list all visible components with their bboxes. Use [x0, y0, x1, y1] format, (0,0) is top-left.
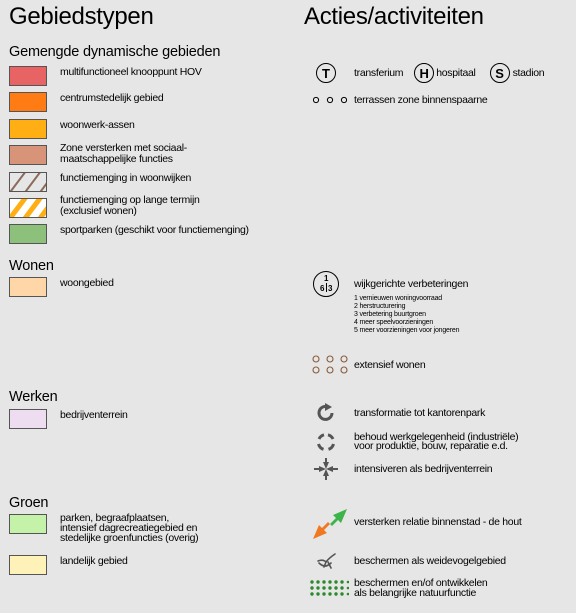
hospitaal-icon — [414, 63, 434, 83]
transferium-letter: T — [322, 65, 330, 81]
bird-icon — [313, 551, 339, 571]
legend-label: bedrijventerrein — [60, 409, 128, 421]
legend-swatch — [9, 409, 47, 429]
wijk-label: wijkgerichte verbeteringen — [354, 278, 469, 290]
intensiveren-label: intensiveren als bedrijventerrein — [354, 462, 493, 475]
hospitaal-letter: H — [419, 65, 429, 81]
wijk-subitem: 2 herstructurering — [354, 302, 406, 310]
legend-swatch — [9, 119, 47, 139]
terras-dots-icon — [313, 96, 347, 104]
legend-label: centrumstedelijk gebied — [60, 92, 164, 104]
transformatie-label: transformatie tot kantorenpark — [354, 406, 486, 419]
stadion-letter: S — [495, 65, 504, 81]
legend-item — [9, 514, 198, 543]
legend-item — [9, 66, 202, 86]
legend-label: landelijk gebied — [60, 555, 128, 567]
action-intensiveren — [313, 458, 492, 480]
transferium-icon — [316, 63, 336, 83]
wijk-icon-left: 6 — [320, 284, 325, 293]
legend-label: woongebied — [60, 277, 114, 289]
legend-swatch — [9, 555, 47, 575]
legend-swatch — [9, 66, 47, 86]
action-natuur — [309, 578, 487, 598]
action-transformatie — [313, 403, 485, 423]
converge-arrows-icon — [313, 458, 339, 480]
legend-swatch — [9, 145, 47, 165]
section-wonen: Wonen — [9, 258, 54, 274]
legend-label: parken, begraafplaatsen, intensief dagrecreatiegebied en stedelijke groenfuncties (overig) — [60, 512, 199, 544]
natuur-label: beschermen en/of ontwikkelen als belangrijke natuurfunctie — [354, 577, 488, 599]
wijk-icon-divider — [326, 283, 327, 292]
legend-label: Zone versterken met sociaal- maatschappelijke functies — [60, 142, 187, 165]
hospitaal-label: hospitaal — [436, 66, 476, 79]
action-terrassen — [313, 95, 487, 106]
legend-label: sportparken (geschikt voor functiemenging) — [60, 224, 249, 236]
legend-swatch — [9, 224, 47, 244]
stadion-label: stadion — [512, 66, 545, 79]
extensief-label: extensief wonen — [354, 358, 426, 371]
heading-acties: Acties/activiteiten — [304, 3, 484, 30]
action-relatie — [313, 509, 522, 539]
legend-label: woonwerk-assen — [60, 119, 135, 131]
legend-item — [9, 555, 128, 575]
wijk-subitem: 1 vernieuwen woningvoorraad — [354, 294, 442, 302]
action-wijk — [313, 271, 468, 335]
legend-label: functiemenging in woonwijken — [60, 172, 192, 184]
action-behoud — [313, 431, 518, 453]
relatie-label: versterken relatie binnenstad - de hout — [354, 516, 522, 528]
weidevogel-label: beschermen als weidevogelgebied — [354, 554, 506, 567]
legend-item — [9, 224, 249, 244]
legend-item — [9, 277, 114, 297]
section-groen: Groen — [9, 495, 49, 511]
cycle-arrows-icon — [313, 431, 339, 453]
transferium-label: transferium — [354, 66, 404, 79]
legend-item — [9, 119, 135, 139]
legend-swatch — [9, 198, 47, 218]
legend-item — [9, 194, 200, 218]
green-dots-icon — [309, 579, 349, 597]
legend-label: functiemenging op lange termijn (exclusief wonen) — [60, 194, 200, 217]
wijk-icon-right: 3 — [328, 284, 333, 293]
extensief-rings-icon — [311, 354, 349, 376]
stadion-icon — [490, 63, 510, 83]
heading-gebiedstypen: Gebiedstypen — [9, 3, 154, 30]
legend-swatch — [9, 277, 47, 297]
legend-swatch — [9, 172, 47, 192]
action-transfer-row — [316, 63, 544, 83]
rotate-arrow-icon — [313, 403, 339, 423]
terrassen-label: terrassen zone binnenspaarne — [354, 94, 488, 106]
wijk-numbers-icon — [313, 271, 339, 297]
legend-swatch — [9, 92, 47, 112]
wijk-sublist — [354, 295, 468, 335]
wijk-subitem: 4 meer speelvoorzieningen — [354, 318, 434, 326]
double-arrow-icon — [313, 509, 347, 539]
action-weidevogel — [313, 551, 506, 571]
legend-item — [9, 92, 163, 112]
wijk-text — [354, 279, 468, 335]
legend-swatch — [9, 514, 47, 534]
behoud-label: behoud werkgelegenheid (industriële) voor produktie, bouw, reparatie e.d. — [354, 430, 519, 452]
wijk-icon-top: 1 — [324, 274, 329, 283]
wijk-subitem: 3 verbetering buurtgroen — [354, 310, 426, 318]
legend-item — [9, 172, 191, 192]
wijk-subitem: 5 meer voorzieningen voor jongeren — [354, 326, 460, 334]
section-werken: Werken — [9, 389, 58, 405]
action-extensief — [311, 354, 425, 376]
section-gemengd: Gemengde dynamische gebieden — [9, 44, 221, 60]
legend-item — [9, 142, 187, 165]
legend-item — [9, 409, 128, 429]
legend-label: multifunctioneel knooppunt HOV — [60, 66, 202, 78]
